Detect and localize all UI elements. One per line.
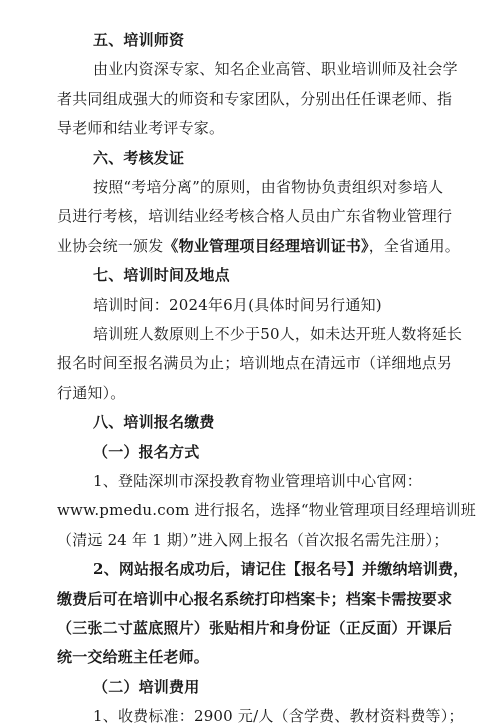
section-6-paragraph-line-3 [57,236,460,256]
registration-item-1-line-2: www.pmedu.com 进行报名，选择“物业管理项目经理培训班 [57,501,476,519]
registration-item-1-line-3: （清远 24 年 1 期）”进入网上报名（首次报名需先注册）； [57,531,449,549]
section-6-line-3-suffix: ，全省通用。 [368,237,460,255]
section-5-heading: 五、培训师资 [93,31,185,49]
section-7-paragraph-line-3: 行通知）。 [57,384,126,402]
subsection-fee-heading: （二）培训费用 [93,678,200,696]
section-6-heading: 六、考核发证 [93,149,185,167]
section-5-paragraph-line-3: 导老师和结业考评专家。 [57,119,225,137]
section-7-paragraph-line-2: 报名时间至报名满员为止；培训地点在清远市（详细地点另 [57,354,453,372]
registration-item-2-line-2: 缴费后可在培训中心报名系统打印档案卡；档案卡需按要求 [57,590,453,608]
fee-standard-line: 1、收费标准：2900 元/人（含学费、教材资料费等）； [93,707,464,725]
registration-item-2-line-3: （三张二寸蓝底照片）张贴相片和身份证（正反面）开课后 [57,619,453,637]
section-5-paragraph-line-1: 由业内资深专家、知名企业高管、职业培训师及社会学 [93,60,458,78]
certificate-name: 《物业管理项目经理培训证书》 [163,237,369,255]
registration-item-1-line-1: 1、登陆深圳市深投教育物业管理培训中心官网： [93,472,422,490]
subsection-registration-heading: （一）报名方式 [93,443,200,461]
section-6-paragraph-line-2: 员进行考核，培训结业经考核合格人员由广东省物业管理行 [57,207,453,225]
registration-item-2-line-4: 统一交给班主任老师。 [57,648,210,666]
training-time-line: 培训时间：2024年6月(具体时间另行通知) [93,296,382,314]
section-7-heading: 七、培训时间及地点 [93,266,230,284]
registration-item-2-line-1: 2、网站报名成功后，请记住【报名号】并缴纳培训费， [93,560,469,578]
section-8-heading: 八、培训报名缴费 [93,413,215,431]
section-6-paragraph-line-1: 按照“考培分离”的原则，由省物协负责组织对参培人 [93,178,444,196]
section-5-paragraph-line-2: 者共同组成强大的师资和专家团队，分别出任任课老师、指 [57,90,453,108]
section-6-line-3-prefix: 业协会统一颁发 [57,237,164,255]
section-7-paragraph-line-1: 培训班人数原则上不少于50人，如未达开班人数将延长 [93,325,463,343]
